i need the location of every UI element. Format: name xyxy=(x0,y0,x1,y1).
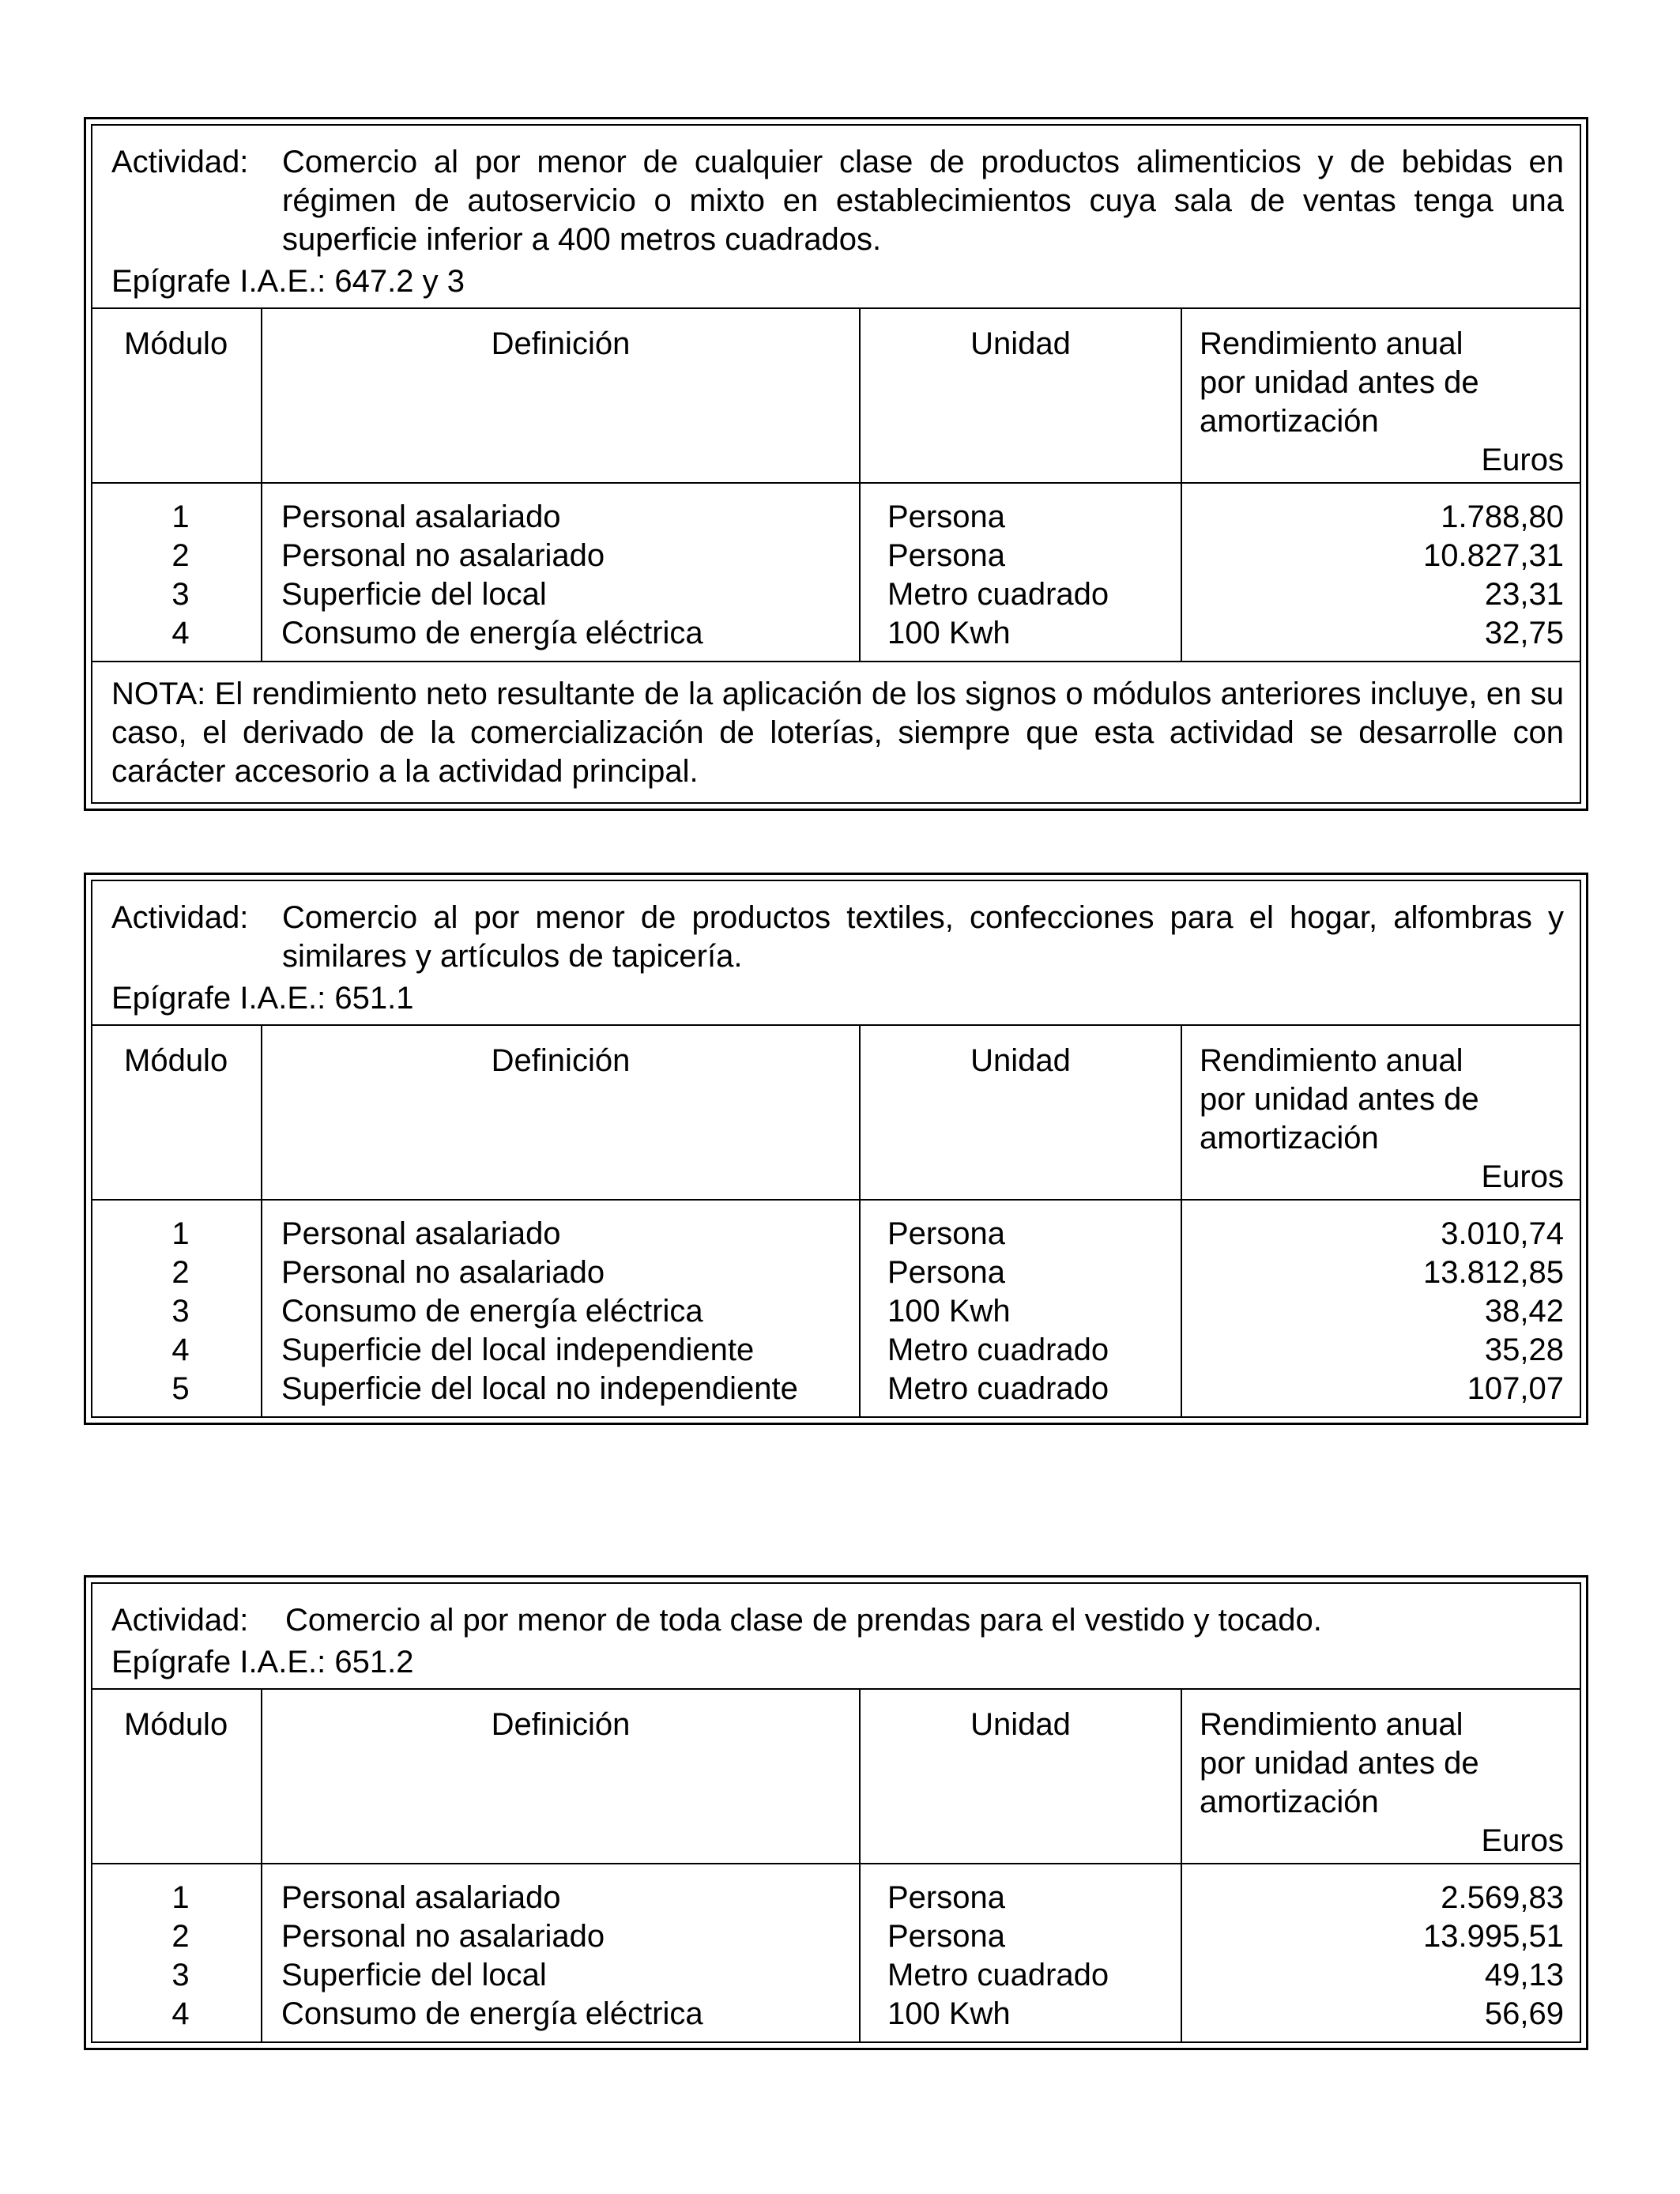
header-rendimiento-line: amortización xyxy=(1200,1121,1379,1155)
header-euros: Euros xyxy=(1481,443,1564,477)
header-rendimiento-line: por unidad antes de xyxy=(1200,365,1479,400)
header-definicion: Definición xyxy=(262,1690,860,1864)
header-definicion: Definición xyxy=(262,1026,860,1200)
modulo-cell: 2 xyxy=(171,1255,190,1290)
table-block-647 xyxy=(84,117,1588,811)
rendimiento-cell: 23,31 xyxy=(1484,577,1564,612)
unidad-cell: Persona xyxy=(887,538,1005,573)
definicion-cell: Consumo de energía eléctrica xyxy=(281,616,703,650)
rendimiento-cell: 49,13 xyxy=(1484,1958,1564,1992)
definicion-cell: Consumo de energía eléctrica xyxy=(281,1294,703,1329)
definicion-cell: Personal no asalariado xyxy=(281,538,605,573)
definicion-cell: Personal asalariado xyxy=(281,1880,561,1915)
header-rendimiento xyxy=(1181,1690,1580,1864)
unidad-cell: Persona xyxy=(887,1880,1005,1915)
header-euros: Euros xyxy=(1481,1159,1564,1194)
rendimiento-cell: 38,42 xyxy=(1484,1294,1564,1329)
definicion-column xyxy=(262,1864,860,2041)
definicion-cell: Consumo de energía eléctrica xyxy=(281,1996,703,2031)
header-rendimiento-line: por unidad antes de xyxy=(1200,1082,1479,1117)
header-definicion: Definición xyxy=(262,309,860,483)
rendimiento-cell: 2.569,83 xyxy=(1441,1880,1564,1915)
epigrafe: Epígrafe I.A.E.: 651.2 xyxy=(111,1645,414,1679)
activity-label: Actividad: xyxy=(111,145,249,179)
modulo-column xyxy=(92,1864,262,2041)
epigrafe: Epígrafe I.A.E.: 651.1 xyxy=(111,981,414,1016)
rendimiento-column xyxy=(1181,483,1580,661)
rendimiento-cell: 32,75 xyxy=(1484,616,1564,650)
activity-row xyxy=(111,899,1564,976)
table-header-row xyxy=(92,309,1580,483)
unidad-cell: Persona xyxy=(887,1216,1005,1251)
header-euros: Euros xyxy=(1481,1823,1564,1858)
header-unidad: Unidad xyxy=(860,1026,1181,1200)
header-modulo: Módulo xyxy=(92,1026,262,1200)
modules-table xyxy=(92,1690,1580,2041)
header-rendimiento xyxy=(1181,309,1580,483)
activity-label: Actividad: xyxy=(111,1603,249,1638)
modulo-cell: 4 xyxy=(171,1333,190,1367)
activity-description: Comercio al por menor de toda clase de prendas para el vestido y tocado. xyxy=(285,1603,1322,1638)
table-inner xyxy=(91,1582,1581,2043)
modulo-cell: 1 xyxy=(171,1216,190,1251)
modulo-column xyxy=(92,1200,262,1416)
rendimiento-cell: 1.788,80 xyxy=(1441,499,1564,534)
unidad-column xyxy=(860,1200,1181,1416)
header-modulo: Módulo xyxy=(92,1690,262,1864)
modulo-cell: 3 xyxy=(171,577,190,612)
definicion-cell: Personal asalariado xyxy=(281,1216,561,1251)
header-unidad: Unidad xyxy=(860,1690,1181,1864)
note-text: NOTA: El rendimiento neto resultante de la aplicación de los signos o módulos anteriores incluye, en su caso, el derivado de la comercialización de loterías, siempre que esta actividad se desarrolle con carácter accesorio a la actividad principal. xyxy=(92,661,1580,802)
activity-description: Comercio al por menor de productos textiles, confecciones para el hogar, alfombras y similares y artículos de tapicería. xyxy=(282,900,1564,974)
header-rendimiento-line: amortización xyxy=(1200,1785,1379,1819)
modules-table xyxy=(92,1026,1580,1416)
header-rendimiento-line: Rendimiento anual xyxy=(1200,326,1463,361)
unidad-cell: 100 Kwh xyxy=(887,1996,1011,2031)
modulo-cell: 2 xyxy=(171,1919,190,1954)
definicion-cell: Superficie del local no independiente xyxy=(281,1371,798,1406)
header-rendimiento xyxy=(1181,1026,1580,1200)
header-rendimiento-line: amortización xyxy=(1200,404,1379,439)
unidad-cell: Metro cuadrado xyxy=(887,577,1109,612)
rendimiento-cell: 3.010,74 xyxy=(1441,1216,1564,1251)
activity-label: Actividad: xyxy=(111,900,249,935)
unidad-column xyxy=(860,483,1181,661)
definicion-column xyxy=(262,483,860,661)
activity-description: Comercio al por menor de cualquier clase de productos alimenticios y de bebidas en régimen de autoservicio o mixto en establecimientos cuya sala de ventas tenga una superficie inferior a 400 metros cuadrados. xyxy=(282,145,1564,257)
table-body-row xyxy=(92,1200,1580,1416)
modulo-cell: 3 xyxy=(171,1294,190,1329)
table-block-651-1 xyxy=(84,873,1588,1425)
unidad-cell: Persona xyxy=(887,1919,1005,1954)
rendimiento-cell: 107,07 xyxy=(1467,1371,1564,1406)
header-rendimiento-line: Rendimiento anual xyxy=(1200,1707,1463,1742)
table-inner xyxy=(91,124,1581,804)
definicion-cell: Superficie del local independiente xyxy=(281,1333,755,1367)
header-rendimiento-line: Rendimiento anual xyxy=(1200,1043,1463,1078)
definicion-cell: Personal asalariado xyxy=(281,499,561,534)
table-body-row xyxy=(92,1864,1580,2041)
unidad-cell: 100 Kwh xyxy=(887,1294,1011,1329)
modulo-cell: 4 xyxy=(171,616,190,650)
table-body-row xyxy=(92,483,1580,661)
unidad-column xyxy=(860,1864,1181,2041)
definicion-cell: Superficie del local xyxy=(281,577,547,612)
modulo-cell: 1 xyxy=(171,499,190,534)
table-inner xyxy=(91,880,1581,1418)
definicion-cell: Personal no asalariado xyxy=(281,1255,605,1290)
rendimiento-cell: 13.995,51 xyxy=(1423,1919,1564,1954)
rendimiento-cell: 35,28 xyxy=(1484,1333,1564,1367)
header-modulo: Módulo xyxy=(92,309,262,483)
rendimiento-cell: 13.812,85 xyxy=(1423,1255,1564,1290)
unidad-cell: Metro cuadrado xyxy=(887,1333,1109,1367)
activity-header xyxy=(92,1584,1580,1690)
epigrafe: Epígrafe I.A.E.: 647.2 y 3 xyxy=(111,264,465,299)
unidad-cell: Metro cuadrado xyxy=(887,1371,1109,1406)
activity-header xyxy=(92,881,1580,1026)
unidad-cell: Metro cuadrado xyxy=(887,1958,1109,1992)
unidad-cell: 100 Kwh xyxy=(887,616,1011,650)
unidad-cell: Persona xyxy=(887,499,1005,534)
table-header-row xyxy=(92,1026,1580,1200)
rendimiento-column xyxy=(1181,1864,1580,2041)
table-block-651-2 xyxy=(84,1575,1588,2050)
activity-header xyxy=(92,126,1580,309)
rendimiento-cell: 10.827,31 xyxy=(1423,538,1564,573)
modulo-cell: 4 xyxy=(171,1996,190,2031)
unidad-cell: Persona xyxy=(887,1255,1005,1290)
modulo-cell: 1 xyxy=(171,1880,190,1915)
rendimiento-column xyxy=(1181,1200,1580,1416)
modules-table xyxy=(92,309,1580,661)
activity-row xyxy=(111,1601,1564,1640)
definicion-cell: Personal no asalariado xyxy=(281,1919,605,1954)
modulo-column xyxy=(92,483,262,661)
definicion-cell: Superficie del local xyxy=(281,1958,547,1992)
definicion-column xyxy=(262,1200,860,1416)
rendimiento-cell: 56,69 xyxy=(1484,1996,1564,2031)
header-rendimiento-line: por unidad antes de xyxy=(1200,1746,1479,1781)
table-header-row xyxy=(92,1690,1580,1864)
header-unidad: Unidad xyxy=(860,309,1181,483)
modulo-cell: 5 xyxy=(171,1371,190,1406)
modulo-cell: 3 xyxy=(171,1958,190,1992)
activity-row xyxy=(111,143,1564,259)
modulo-cell: 2 xyxy=(171,538,190,573)
